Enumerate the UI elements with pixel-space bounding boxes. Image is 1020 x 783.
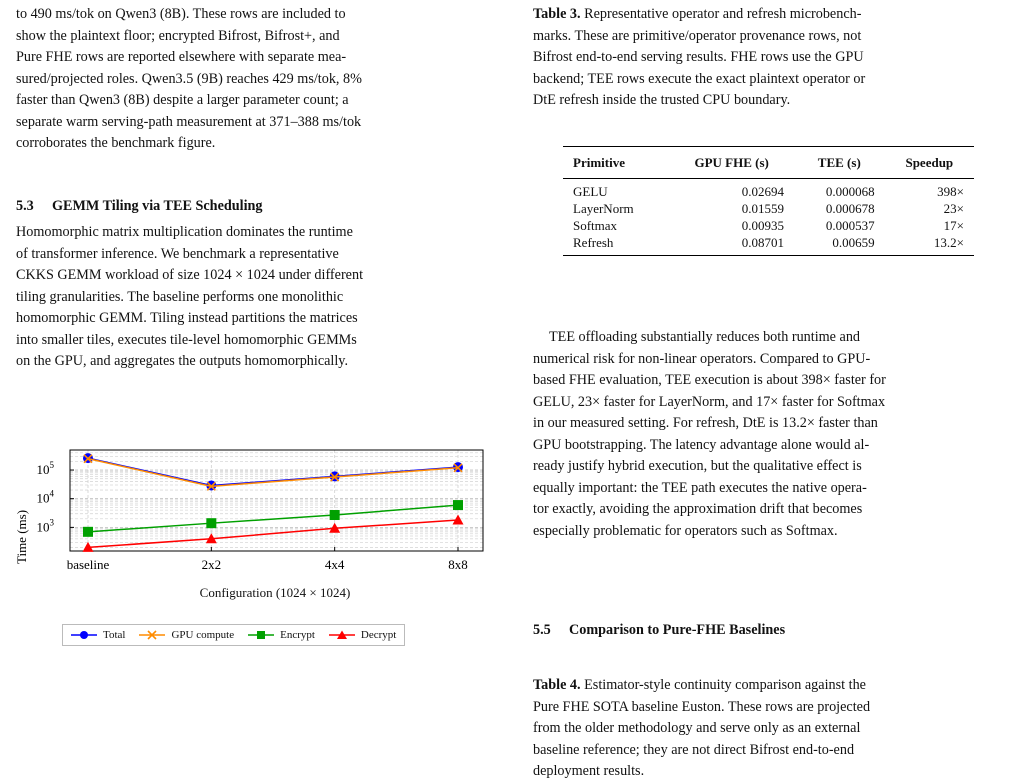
x-axis-label: Configuration (1024 × 1024)	[199, 585, 351, 600]
text-line: numerical risk for non-linear operators. Compared to GPU-	[533, 350, 871, 367]
data-point	[330, 510, 340, 520]
text-line: CKKS GEMM workload of size 1024 × 1024 under different	[16, 267, 364, 283]
caption-text: Representative operator and refresh microbench-	[580, 6, 862, 22]
table-cell: 0.00659	[832, 234, 875, 250]
text-line: especially problematic for operators such as Softmax.	[533, 522, 838, 539]
section-title: Comparison to Pure-FHE Baselines	[569, 622, 786, 638]
column-header: GPU FHE (s)	[694, 155, 769, 170]
table-row	[563, 217, 974, 234]
legend-label: Encrypt	[280, 629, 315, 641]
table-cell: 17×	[943, 217, 964, 233]
text-line: show the plaintext floor; encrypted Bifrost, Bifrost+, and	[16, 27, 340, 44]
x-tick-label: 8x8	[448, 557, 468, 572]
table-3	[563, 146, 974, 256]
legend-item-total	[71, 629, 125, 641]
table-cell: Refresh	[573, 234, 614, 250]
data-point	[206, 518, 216, 528]
table-cell: 13.2×	[933, 234, 964, 250]
text-line: Pure FHE rows are reported elsewhere with separate mea-	[16, 49, 347, 65]
y-tick-exponent: 4	[49, 488, 54, 499]
triangle-marker-icon	[329, 629, 355, 641]
text-line: marks. These are primitive/operator provenance rows, not	[533, 27, 862, 44]
table-cell: 0.01559	[741, 200, 784, 216]
text-line: tor exactly, avoiding the approximation drift that becomes	[533, 501, 863, 517]
chart-grid	[70, 450, 483, 551]
chart-legend	[62, 624, 405, 646]
x-tick-label: 2x2	[201, 557, 222, 572]
text-line: in our measured setting. For refresh, DtE is 13.2× faster than	[533, 415, 878, 431]
text-line: equally important: the TEE path executes the native opera-	[533, 479, 867, 496]
legend-label: Decrypt	[360, 629, 397, 641]
legend-label: GPU compute	[171, 629, 235, 641]
cross-marker-icon	[139, 629, 165, 641]
text-line: faster than Qwen3 (8B) despite a larger parameter count; a	[16, 92, 349, 108]
text-line: separate warm serving-path measurement at 371–388 ms/tok	[16, 113, 362, 130]
table-cell: 0.02694	[741, 183, 784, 199]
text-line: deployment results.	[533, 763, 645, 779]
text-line: homomorphic GEMM. Tiling instead partitions the matrices	[16, 310, 358, 326]
text-line: GELU, 23× faster for LayerNorm, and 17× faster for Softmax	[533, 393, 886, 410]
table-cell: Softmax	[573, 217, 618, 233]
legend-item-encrypt	[248, 629, 315, 641]
y-tick-exponent: 5	[49, 460, 54, 471]
table-3-caption	[533, 4, 1004, 112]
chart-svg	[0, 440, 500, 630]
text-line: on the GPU, and aggregates the outputs homomorphically.	[16, 353, 349, 369]
caption-label: Table 3.	[533, 6, 581, 22]
square-marker-icon	[248, 629, 274, 641]
text-line: from the older methodology and serve only as an external	[533, 720, 861, 736]
column-header: Primitive	[573, 155, 625, 170]
legend-item-decrypt	[329, 629, 396, 641]
x-tick-label: baseline	[66, 557, 110, 572]
gemm-tiling-chart	[0, 440, 500, 761]
table-header-row	[563, 147, 974, 178]
section-5-3-paragraph	[16, 222, 484, 373]
caption-label: Table 4.	[533, 677, 581, 693]
x-tick-label: 4x4	[324, 557, 345, 572]
table-cell: 0.000537	[825, 217, 875, 233]
tee-paragraph	[533, 327, 1004, 542]
text-line: of transformer inference. We benchmark a representative	[16, 245, 339, 262]
chart-series	[83, 453, 464, 552]
y-tick-label: $10^5$	[36, 460, 54, 478]
text-line: tiling granularities. The baseline performs one monolithic	[16, 288, 344, 305]
text-line: GPU bootstrapping. The latency advantage alone would al-	[533, 436, 870, 453]
table-cell: 0.00935	[741, 217, 784, 233]
section-number: 5.5	[533, 622, 551, 638]
text-line: backend; TEE rows execute the exact plaintext operator or	[533, 70, 866, 87]
section-heading-5-3	[16, 196, 263, 218]
text-line	[533, 675, 1004, 697]
y-tick-label: $10^4$	[36, 488, 54, 506]
y-tick-exponent: 3	[49, 517, 54, 528]
y-axis-label: Time (ms)	[14, 509, 29, 565]
table-row	[563, 200, 974, 217]
table-cell: 0.08701	[741, 234, 784, 250]
intro-paragraph	[16, 4, 484, 155]
text-line: into smaller tiles, executes tile-level homomorphic GEMMs	[16, 331, 357, 348]
text-line: to 490 ms/tok on Qwen3 (8B). These rows are included to	[16, 6, 346, 22]
table-cell: GELU	[573, 183, 608, 199]
column-header: Speedup	[905, 155, 954, 170]
table-4-caption	[533, 675, 1004, 783]
text-line	[533, 4, 1004, 26]
text-line: TEE offloading substantially reduces both runtime and	[549, 329, 861, 345]
table-cell: 398×	[937, 183, 964, 199]
table-cell: 0.000678	[825, 200, 875, 216]
section-title: GEMM Tiling via TEE Scheduling	[52, 198, 263, 214]
legend-item-gpu-compute	[139, 629, 234, 641]
text-line: Pure FHE SOTA baseline Euston. These rows are projected	[533, 698, 871, 715]
legend-label: Total	[103, 629, 126, 641]
table-cell: LayerNorm	[573, 200, 634, 216]
text-line: baseline reference; they are not direct Bifrost end-to-end	[533, 741, 855, 758]
table-row	[563, 234, 974, 255]
section-number: 5.3	[16, 198, 34, 214]
text-line: sured/projected roles. Qwen3.5 (9B) reaches 429 ms/tok, 8%	[16, 70, 362, 87]
circle-marker-icon	[71, 629, 97, 641]
data-point	[83, 527, 93, 537]
data-point	[453, 500, 463, 510]
text-line: DtE refresh inside the trusted CPU boundary.	[533, 92, 791, 108]
data-point	[453, 515, 464, 525]
chart-axes	[37, 450, 484, 572]
text-line: based FHE evaluation, TEE execution is about 398× faster for	[533, 372, 886, 388]
table-cell: 0.000068	[825, 183, 875, 199]
table-row	[563, 178, 974, 200]
y-tick-label: $10^3$	[36, 517, 54, 535]
text-line: ready justify hybrid execution, but the qualitative effect is	[533, 458, 862, 474]
text-line: corroborates the benchmark figure.	[16, 135, 216, 151]
text-line: Homomorphic matrix multiplication dominates the runtime	[16, 224, 353, 240]
column-header: TEE (s)	[817, 155, 861, 170]
section-heading-5-5	[533, 620, 785, 642]
table-cell: 23×	[943, 200, 964, 216]
text-line: Bifrost end-to-end serving results. FHE rows use the GPU	[533, 49, 864, 65]
caption-text: Estimator-style continuity comparison against the	[580, 677, 866, 693]
